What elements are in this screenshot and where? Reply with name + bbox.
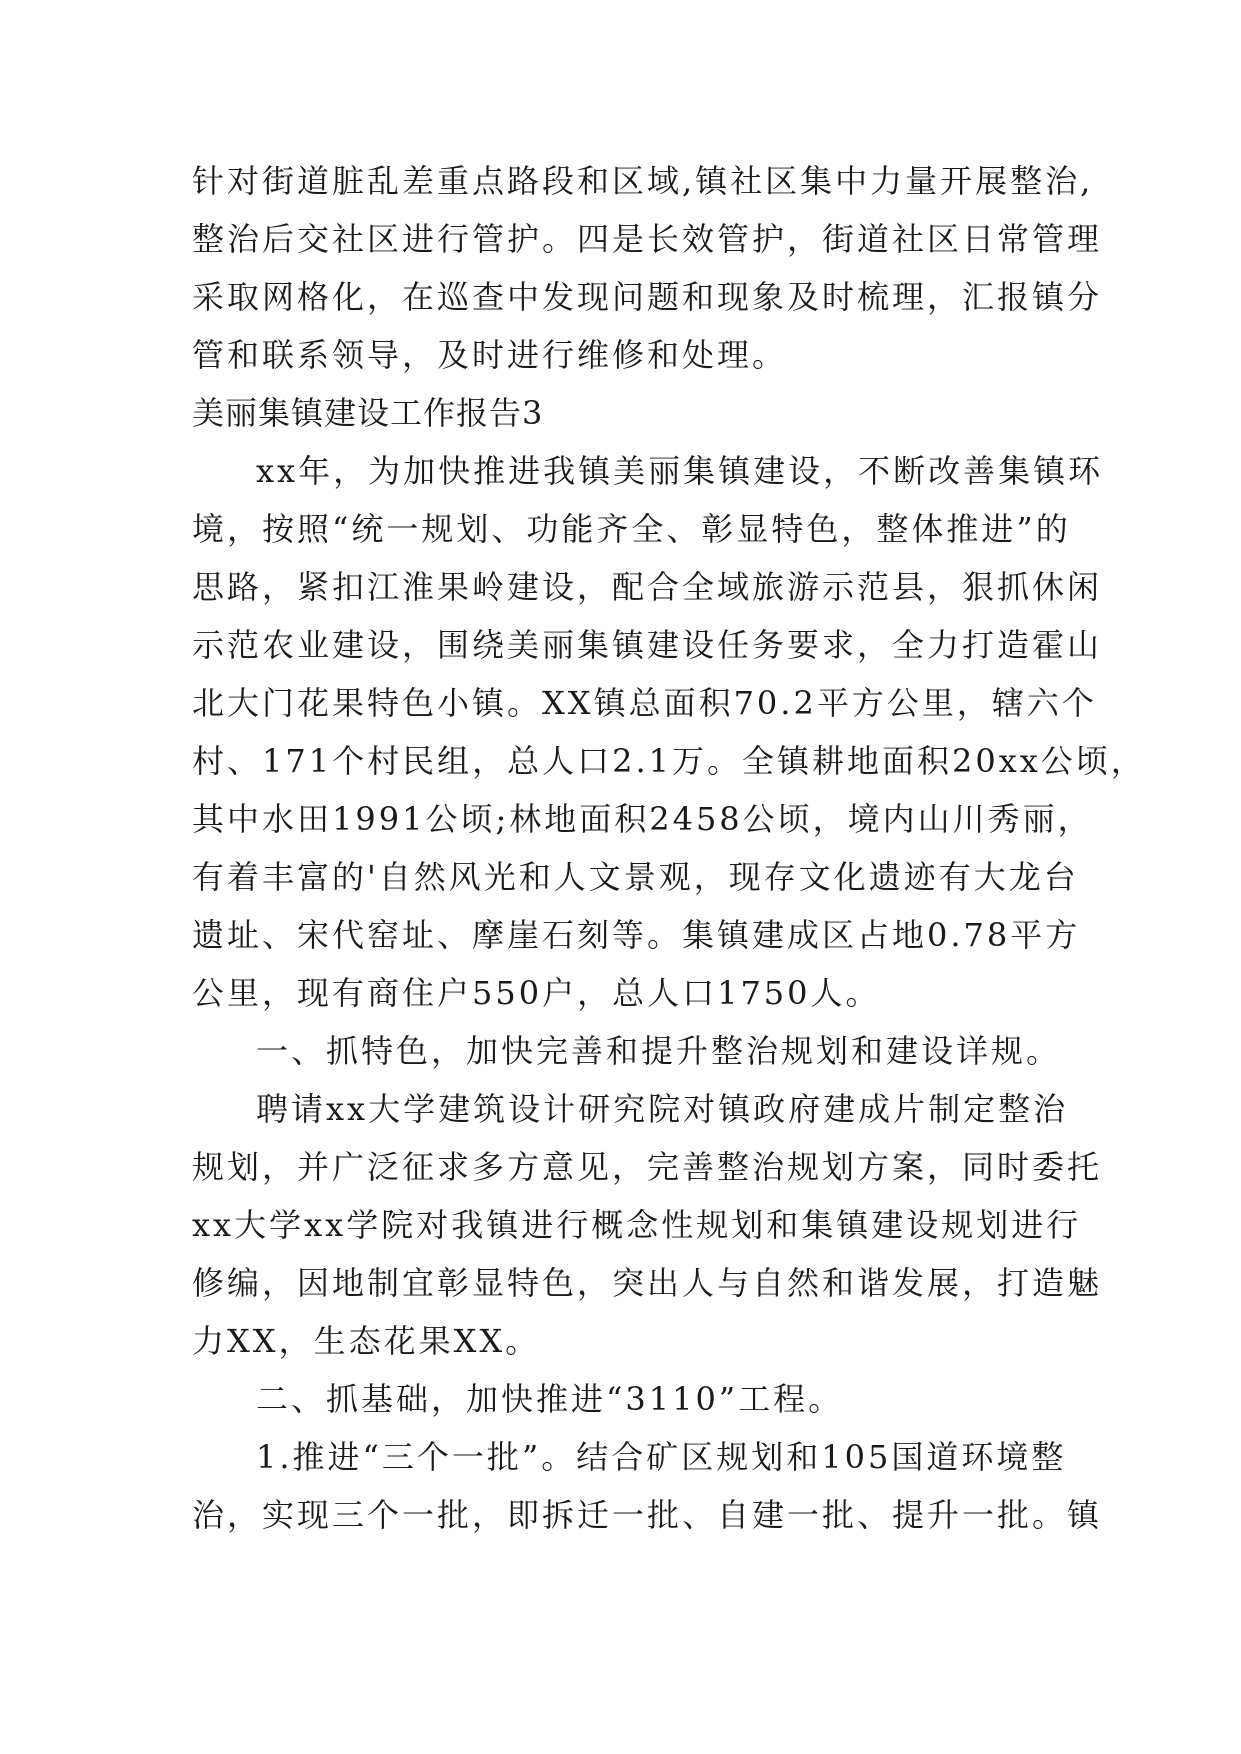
paragraph-line: xx年，为加快推进我镇美丽集镇建设，不断改善集镇环 <box>256 452 1104 490</box>
paragraph-line: 采取网格化，在巡查中发现问题和现象及时梳理，汇报镇分 <box>192 278 1103 316</box>
paragraph-line: 有着丰富的'自然风光和人文景观，现存文化遗迹有大龙台 <box>192 858 1079 896</box>
paragraph-line: 管和联系领导，及时进行维修和处理。 <box>192 336 788 374</box>
paragraph-line: xx大学xx学院对我镇进行概念性规划和集镇建设规划进行 <box>192 1206 1082 1244</box>
paragraph-line: 力XX，生态花果XX。 <box>192 1322 541 1360</box>
paragraph-line: 其中水田1991公顷;林地面积2458公顷，境内山川秀丽， <box>192 800 1093 838</box>
paragraph-line: 整治后交社区进行管护。四是长效管护，街道社区日常管理 <box>192 220 1103 258</box>
paragraph-line: 修编，因地制宜彰显特色，突出人与自然和谐发展，打造魅 <box>192 1264 1103 1302</box>
paragraph-line: 示范农业建设，围绕美丽集镇建设任务要求，全力打造霍山 <box>192 626 1103 664</box>
paragraph-line: 北大门花果特色小镇。XX镇总面积70.2平方公里，辖六个 <box>192 684 1097 722</box>
subheading: 一、抓特色，加快完善和提升整治规划和建设详规。 <box>256 1032 1062 1070</box>
paragraph-line: 遗址、宋代窑址、摩崖石刻等。集镇建成区占地0.78平方 <box>192 916 1081 954</box>
paragraph-line: 村、171个村民组，总人口2.1万。全镇耕地面积20xx公顷， <box>192 742 1146 780</box>
paragraph-line: 公里，现有商住户550户，总人口1750人。 <box>192 974 881 1012</box>
paragraph-line: 针对街道脏乱差重点路段和区域,镇社区集中力量开展整治, <box>192 162 1094 200</box>
paragraph-line: 规划，并广泛征求多方意见，完善整治规划方案，同时委托 <box>192 1148 1103 1186</box>
paragraph-line: 1.推进“三个一批”。结合矿区规划和105国道环境整 <box>256 1438 1067 1476</box>
paragraph-line: 境，按照“统一规划、功能齐全、彰显特色，整体推进”的 <box>192 510 1071 548</box>
subheading: 二、抓基础，加快推进“3110”工程。 <box>256 1380 844 1418</box>
paragraph-line: 思路，紧扣江淮果岭建设，配合全域旅游示范县，狠抓休闲 <box>192 568 1103 606</box>
document-body <box>192 152 1146 1544</box>
paragraph-line: 聘请xx大学建筑设计研究院对镇政府建成片制定整治 <box>256 1090 1069 1128</box>
section-title: 美丽集镇建设工作报告3 <box>192 394 544 432</box>
paragraph-line: 治，实现三个一批，即拆迁一批、自建一批、提升一批。镇 <box>192 1496 1103 1534</box>
